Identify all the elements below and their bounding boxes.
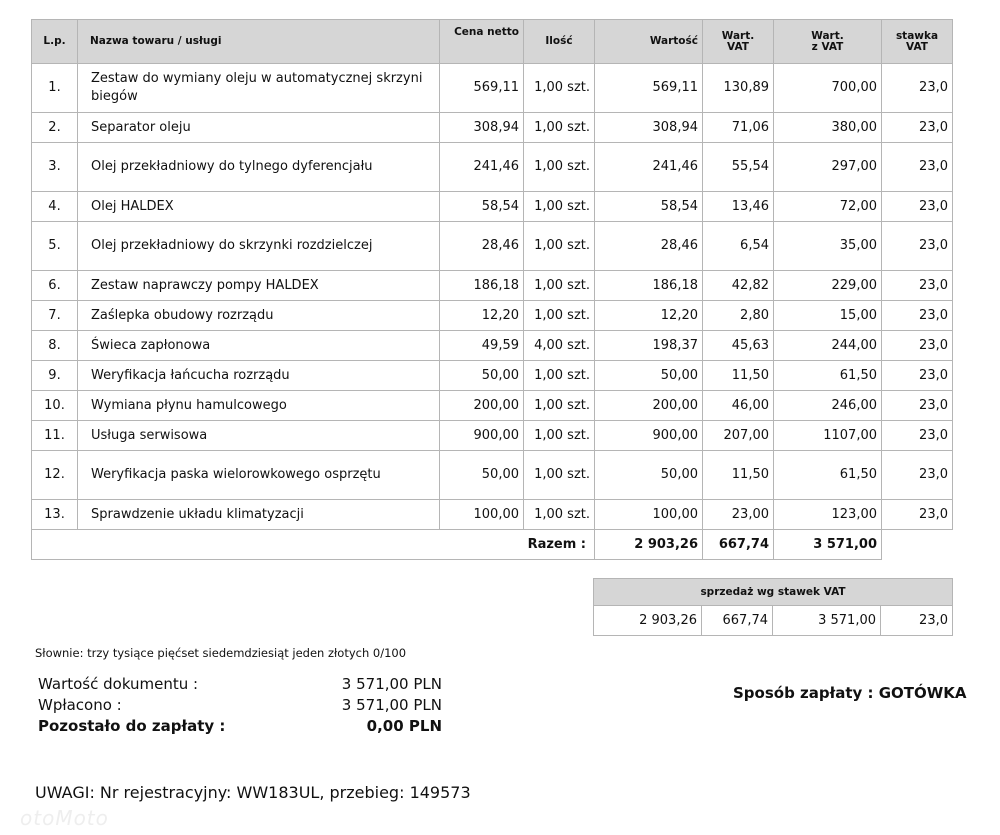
header-name: Nazwa towaru / usługi [78,20,440,64]
header-stawka [882,20,953,64]
item-lp: 11. [32,421,78,451]
table-row [32,500,953,530]
table-row [32,222,953,271]
table-row [32,271,953,301]
item-stawka: 23,0 [882,271,953,301]
header-wart-vat-line2: VAT [727,40,749,53]
item-cena-netto: 241,46 [440,143,524,192]
item-vat: 55,54 [703,143,774,192]
payment-method: Sposób zapłaty : GOTÓWKA [733,684,967,702]
item-cena-netto: 12,20 [440,301,524,331]
item-vat: 13,46 [703,192,774,222]
item-ilosc: 1,00 szt. [524,500,595,530]
document-value-amount: 3 571,00 PLN [341,675,442,693]
remaining-row [38,716,442,737]
item-wartosc: 58,54 [595,192,703,222]
item-cena-netto: 28,46 [440,222,524,271]
item-vat: 11,50 [703,361,774,391]
remaining-label: Pozostało do zapłaty : [38,717,226,735]
paid-amount: 3 571,00 PLN [341,696,442,714]
totals-brutto: 3 571,00 [774,530,882,560]
totals-wartosc: 2 903,26 [595,530,703,560]
item-stawka: 23,0 [882,301,953,331]
item-ilosc: 1,00 szt. [524,361,595,391]
totals-label: Razem : [32,530,595,560]
header-wart-vat-line1: Wart. [721,29,755,42]
table-row [32,192,953,222]
vat-summary-row [594,606,953,636]
item-name: Usługa serwisowa [78,421,440,451]
item-lp: 6. [32,271,78,301]
totals-row [32,530,953,560]
vat-summary-stawka: 23,0 [881,606,953,636]
header-wartosc: Wartość [595,20,703,64]
item-lp: 3. [32,143,78,192]
item-wartosc: 308,94 [595,113,703,143]
header-wart-zvat-line2: z VAT [811,40,844,53]
item-name: Weryfikacja łańcucha rozrządu [78,361,440,391]
item-name: Separator oleju [78,113,440,143]
item-vat: 23,00 [703,500,774,530]
item-cena-netto: 569,11 [440,64,524,113]
vat-summary-vat: 667,74 [702,606,773,636]
item-stawka: 23,0 [882,331,953,361]
item-lp: 5. [32,222,78,271]
table-row [32,113,953,143]
item-lp: 7. [32,301,78,331]
item-wartosc: 100,00 [595,500,703,530]
header-stawka-line1: stawka [895,29,939,42]
item-cena-netto: 58,54 [440,192,524,222]
item-brutto: 61,50 [774,451,882,500]
item-ilosc: 1,00 szt. [524,301,595,331]
item-vat: 45,63 [703,331,774,361]
table-row [32,301,953,331]
remaining-amount: 0,00 PLN [366,717,442,735]
item-brutto: 15,00 [774,301,882,331]
item-wartosc: 186,18 [595,271,703,301]
watermark-logo: otoMoto [20,806,109,830]
invoice-items-table [31,19,953,560]
item-cena-netto: 50,00 [440,361,524,391]
item-stawka: 23,0 [882,421,953,451]
item-lp: 1. [32,64,78,113]
amount-in-words: Słownie: trzy tysiące pięćset siedemdziesiąt jeden złotych 0/100 [35,646,407,660]
item-cena-netto: 100,00 [440,500,524,530]
item-vat: 71,06 [703,113,774,143]
item-stawka: 23,0 [882,143,953,192]
item-stawka: 23,0 [882,113,953,143]
item-stawka: 23,0 [882,64,953,113]
document-value-row [38,674,442,695]
item-vat: 42,82 [703,271,774,301]
item-stawka: 23,0 [882,451,953,500]
item-brutto: 1107,00 [774,421,882,451]
item-ilosc: 1,00 szt. [524,64,595,113]
item-name: Zestaw naprawczy pompy HALDEX [78,271,440,301]
item-ilosc: 4,00 szt. [524,331,595,361]
vat-summary-header: sprzedaż wg stawek VAT [594,579,953,606]
item-wartosc: 50,00 [595,361,703,391]
item-wartosc: 200,00 [595,391,703,421]
item-name: Sprawdzenie układu klimatyzacji [78,500,440,530]
item-vat: 130,89 [703,64,774,113]
header-wart-vat [703,20,774,64]
paid-label: Wpłacono : [38,696,122,714]
item-cena-netto: 308,94 [440,113,524,143]
item-lp: 10. [32,391,78,421]
table-row [32,143,953,192]
item-ilosc: 1,00 szt. [524,391,595,421]
item-ilosc: 1,00 szt. [524,143,595,192]
item-stawka: 23,0 [882,500,953,530]
item-name: Wymiana płynu hamulcowego [78,391,440,421]
item-wartosc: 12,20 [595,301,703,331]
table-row [32,361,953,391]
item-wartosc: 900,00 [595,421,703,451]
item-ilosc: 1,00 szt. [524,421,595,451]
document-value-label: Wartość dokumentu : [38,675,199,693]
item-name: Świeca zapłonowa [78,331,440,361]
paid-row [38,695,442,716]
vat-summary-brutto: 3 571,00 [773,606,881,636]
item-brutto: 35,00 [774,222,882,271]
table-row [32,331,953,361]
item-wartosc: 569,11 [595,64,703,113]
item-ilosc: 1,00 szt. [524,192,595,222]
item-cena-netto: 186,18 [440,271,524,301]
item-cena-netto: 900,00 [440,421,524,451]
totals-empty-cell [882,530,953,560]
item-stawka: 23,0 [882,361,953,391]
item-brutto: 123,00 [774,500,882,530]
item-vat: 6,54 [703,222,774,271]
table-row [32,391,953,421]
payment-summary [38,674,442,737]
vat-summary-netto: 2 903,26 [594,606,702,636]
item-brutto: 229,00 [774,271,882,301]
item-cena-netto: 49,59 [440,331,524,361]
item-brutto: 72,00 [774,192,882,222]
item-name: Olej HALDEX [78,192,440,222]
table-row [32,451,953,500]
item-cena-netto: 200,00 [440,391,524,421]
item-brutto: 700,00 [774,64,882,113]
item-ilosc: 1,00 szt. [524,113,595,143]
item-name: Zestaw do wymiany oleju w automatycznej skrzyni biegów [78,64,440,113]
item-brutto: 297,00 [774,143,882,192]
header-cena-netto: Cena netto [440,20,524,64]
item-brutto: 244,00 [774,331,882,361]
item-ilosc: 1,00 szt. [524,222,595,271]
item-lp: 9. [32,361,78,391]
item-ilosc: 1,00 szt. [524,271,595,301]
item-lp: 4. [32,192,78,222]
item-wartosc: 28,46 [595,222,703,271]
item-lp: 2. [32,113,78,143]
table-row [32,421,953,451]
item-cena-netto: 50,00 [440,451,524,500]
item-stawka: 23,0 [882,222,953,271]
header-wart-zvat-line1: Wart. [811,29,844,42]
header-wart-zvat [774,20,882,64]
item-wartosc: 241,46 [595,143,703,192]
header-lp: L.p. [32,20,78,64]
item-ilosc: 1,00 szt. [524,451,595,500]
item-stawka: 23,0 [882,391,953,421]
item-name: Olej przekładniowy do tylnego dyferencjału [78,143,440,192]
item-wartosc: 198,37 [595,331,703,361]
item-lp: 13. [32,500,78,530]
vat-summary-table [593,578,953,636]
item-vat: 2,80 [703,301,774,331]
item-stawka: 23,0 [882,192,953,222]
item-lp: 12. [32,451,78,500]
item-name: Weryfikacja paska wielorowkowego osprzętu [78,451,440,500]
item-brutto: 246,00 [774,391,882,421]
item-vat: 207,00 [703,421,774,451]
totals-vat: 667,74 [703,530,774,560]
item-name: Olej przekładniowy do skrzynki rozdzielczej [78,222,440,271]
item-brutto: 380,00 [774,113,882,143]
item-brutto: 61,50 [774,361,882,391]
item-vat: 11,50 [703,451,774,500]
table-row [32,64,953,113]
item-name: Zaślepka obudowy rozrządu [78,301,440,331]
header-stawka-line2: VAT [906,40,928,53]
remarks: UWAGI: Nr rejestracyjny: WW183UL, przebieg: 149573 [35,783,471,802]
item-lp: 8. [32,331,78,361]
header-ilosc: Ilość [524,20,595,64]
item-vat: 46,00 [703,391,774,421]
table-header-row [32,20,953,64]
item-wartosc: 50,00 [595,451,703,500]
